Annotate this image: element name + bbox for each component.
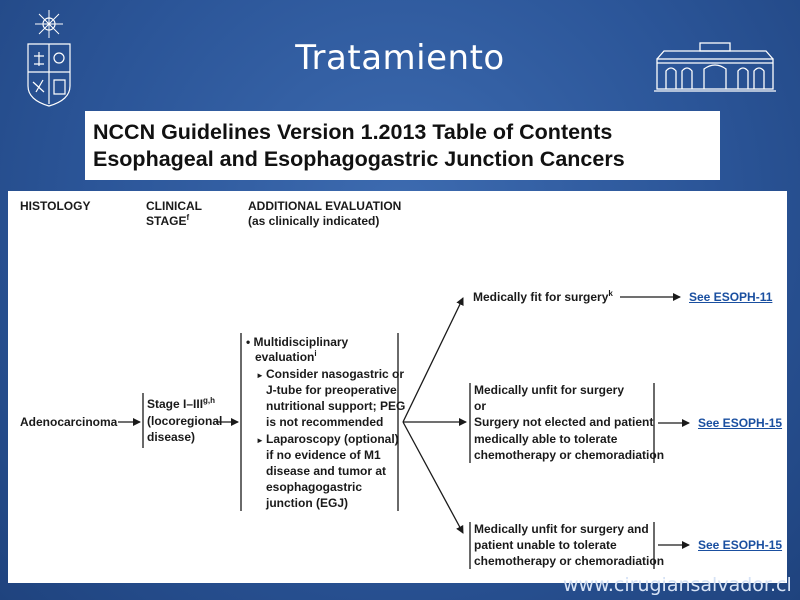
evaluation-main-line2: evaluation$^i$ <box>255 349 317 364</box>
header-line-1: NCCN Guidelines Version 1.2013 Table of Contents <box>93 120 613 144</box>
evaluation-sub2-line4: esophagogastric <box>266 480 363 494</box>
evaluation-sub2-line3: disease and tumor at <box>266 464 387 478</box>
outcome-unfit-tolerate-line5: chemotherapy or chemoradiation <box>474 448 665 462</box>
guideline-flowchart <box>8 191 787 583</box>
outcome-unfit-unable-line2: patient unable to tolerate <box>474 538 617 552</box>
nccn-header-box <box>85 111 720 180</box>
triangle-bullet-icon: ► <box>256 436 264 445</box>
outcome-unfit-unable-line3: chemotherapy or chemoradiation <box>474 554 665 568</box>
outcome-unfit-unable-line1: Medically unfit for surgery and <box>474 522 649 536</box>
link-see-esoph-15-tolerate[interactable]: See ESOPH-15 <box>698 416 783 430</box>
evaluation-sub1-line1: ► Consider nasogastric or <box>256 366 404 384</box>
evaluation-sub2-line5: junction (EGJ) <box>266 496 348 510</box>
arrow-to-unfit-unable <box>403 422 463 533</box>
footer-url: www.cirugiansalvador.cl <box>563 574 792 596</box>
histology-adenocarcinoma: Adenocarcinoma <box>20 415 118 429</box>
link-see-esoph-11[interactable]: See ESOPH-11 <box>689 290 773 304</box>
header-line-2: Esophageal and Esophagogastric Junction Cancers <box>93 147 625 171</box>
outcome-unfit-tolerate-line1: Medically unfit for surgery <box>474 383 625 397</box>
stage-line2: (locoregional <box>147 414 223 428</box>
column-header-evaluation: ADDITIONAL EVALUATION <box>248 199 402 213</box>
outcome-unfit-tolerate-line4: medically able to tolerate <box>474 432 618 446</box>
arrow-to-fit <box>403 298 463 422</box>
evaluation-sub1-line3: nutritional support; PEG <box>266 399 406 413</box>
flowchart-connectors <box>8 191 787 583</box>
link-see-esoph-15-unable[interactable]: See ESOPH-15 <box>698 538 783 552</box>
evaluation-sub1-line2: J-tube for preoperative <box>266 383 397 397</box>
column-header-histology: HISTOLOGY <box>20 199 91 213</box>
evaluation-sub2-line1: ► Laparoscopy (optional) <box>256 431 399 449</box>
evaluation-sub2-line2: if no evidence of M1 <box>266 448 381 462</box>
column-header-clinical-stage: STAGE$^f$ <box>146 213 190 228</box>
slide-title: Tratamiento <box>295 38 505 78</box>
stage-line1: Stage I–III$^{g,h}$ <box>147 396 216 411</box>
outcome-unfit-tolerate-line2: or <box>474 399 486 413</box>
evaluation-main-line1: • Multidisciplinary <box>246 335 349 349</box>
column-header-clinical-stage-line1: CLINICAL <box>146 199 202 213</box>
triangle-bullet-icon: ► <box>256 371 264 380</box>
column-header-evaluation-note: (as clinically indicated) <box>248 214 380 228</box>
stage-line3: disease) <box>147 430 196 444</box>
outcome-medically-fit: Medically fit for surgery$^k$ <box>473 289 613 304</box>
outcome-unfit-tolerate-line3: Surgery not elected and patient <box>474 415 654 429</box>
evaluation-sub1-line4: is not recommended <box>266 415 384 429</box>
